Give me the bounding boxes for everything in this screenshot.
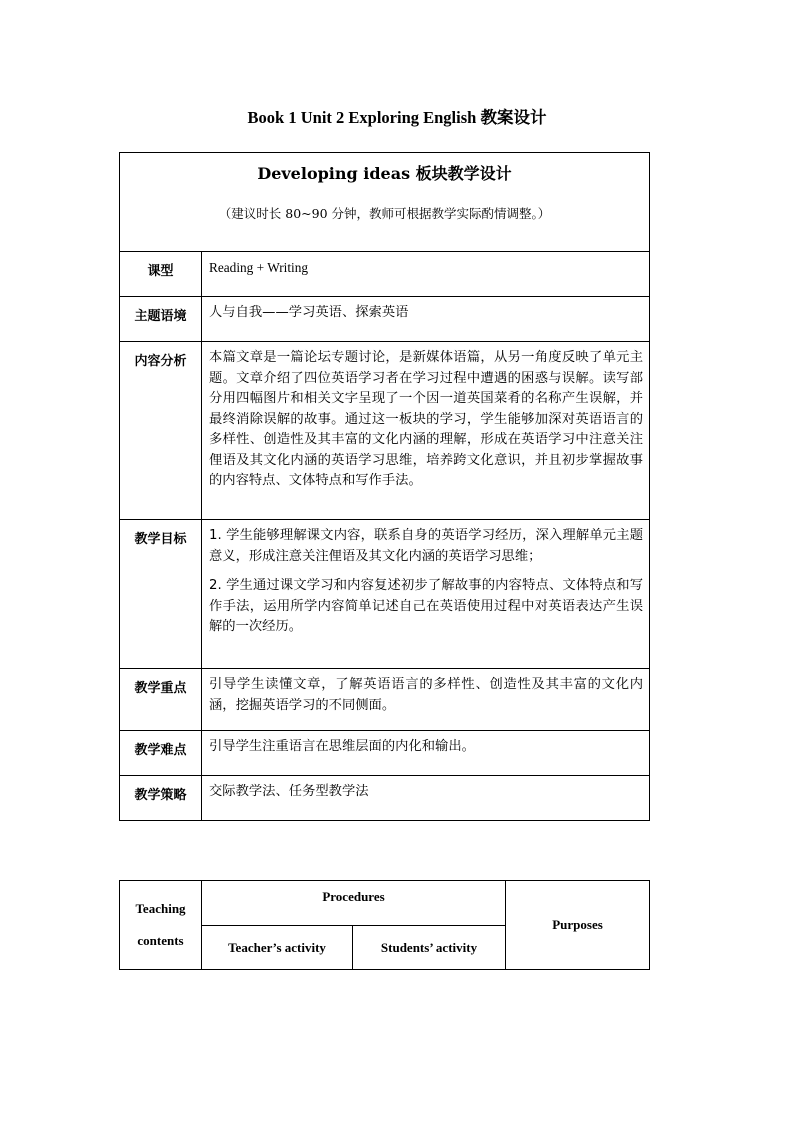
table-row-key-points <box>120 669 650 731</box>
duration-note: （建议时长 80~90 分钟，教师可根据教学实际酌情调整。） <box>218 206 551 221</box>
teaching-contents-line1: Teaching <box>135 901 186 916</box>
teacher-activity-header: Teacher’s activity <box>202 926 353 970</box>
row-content <box>202 297 650 342</box>
row-label: 内容分析 <box>120 342 202 520</box>
row-content <box>202 669 650 731</box>
procedures-table <box>119 880 650 970</box>
row-content <box>202 520 650 669</box>
purposes-header: Purposes <box>506 881 650 970</box>
row-content <box>202 342 650 520</box>
row-content <box>202 731 650 776</box>
row-content <box>202 776 650 821</box>
table-header-row <box>120 153 650 252</box>
content-paragraph: Reading + Writing <box>209 260 309 275</box>
row-label: 主题语境 <box>120 297 202 342</box>
content-paragraph: 引导学生注重语言在思维层面的内化和输出。 <box>209 739 475 754</box>
table-row-teaching-strategy <box>120 776 650 821</box>
document-title: Book 1 Unit 2 Exploring English 教案设计 <box>247 108 547 127</box>
students-activity-header: Students’ activity <box>353 926 506 970</box>
row-label: 教学难点 <box>120 731 202 776</box>
row-label: 教学策略 <box>120 776 202 821</box>
row-label: 教学目标 <box>120 520 202 669</box>
content-paragraph: 人与自我——学习英语、探索英语 <box>209 305 409 320</box>
procedures-header: Procedures <box>202 881 506 926</box>
table-row-content-analysis <box>120 342 650 520</box>
row-label: 教学重点 <box>120 669 202 731</box>
table-row-difficult-points <box>120 731 650 776</box>
content-paragraph: 本篇文章是一篇论坛专题讨论，是新媒体语篇，从另一角度反映了单元主题。文章介绍了四位英语学习者在学习过程中遭遇的困惑与误解。读写部分用四幅图片和相关文字呈现了一个因一道英国菜肴的名称产生误解，并最终消除误解的故事。通过这一板块的学习，学生能够加深对英语语言的多样性、创造性及其丰富的文化内涵的理解，形成在英语学习中注意关注俚语及其文化内涵的英语学习思维，培养跨文化意识，并且初步掌握故事的内容特点、文体特点和写作手法。 <box>209 350 644 488</box>
content-paragraph: 2. 学生通过课文学习和内容复述初步了解故事的内容特点、文体特点和写作手法，运用所学内容简单记述自己在英语使用过程中对英语表达产生误解的一次经历。 <box>209 578 644 634</box>
table-row-teaching-objectives <box>120 520 650 669</box>
content-paragraph: 交际教学法、任务型教学法 <box>209 784 369 799</box>
row-content <box>202 252 650 297</box>
row-label: 课型 <box>120 252 202 297</box>
lesson-plan-table <box>119 152 650 821</box>
teaching-contents-header <box>120 881 202 970</box>
procedures-header-row <box>120 881 650 926</box>
teaching-contents-line2: contents <box>137 933 184 948</box>
table-row-theme-context <box>120 297 650 342</box>
section-heading: Developing ideas 板块教学设计 <box>257 164 512 183</box>
table-header-cell <box>120 153 650 252</box>
content-paragraph: 1. 学生能够理解课文内容，联系自身的英语学习经历，深入理解单元主题意义，形成注意关注俚语及其文化内涵的英语学习思维； <box>209 528 644 564</box>
content-paragraph: 引导学生读懂文章，了解英语语言的多样性、创造性及其丰富的文化内涵，挖掘英语学习的不同侧面。 <box>209 677 644 713</box>
table-row-lesson-type <box>120 252 650 297</box>
